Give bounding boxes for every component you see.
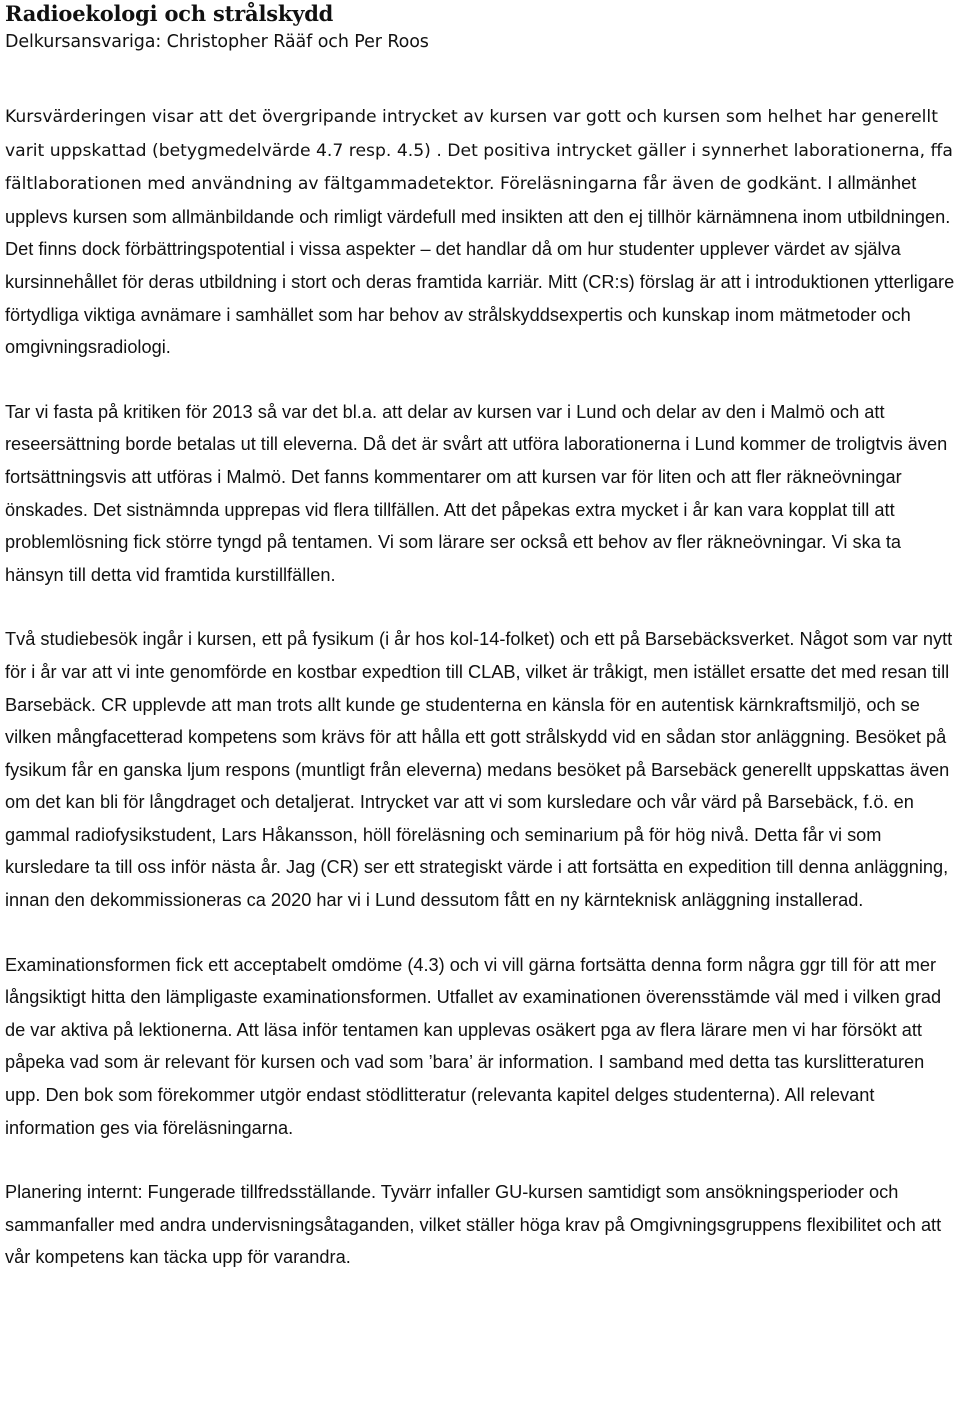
paragraph-study-visits: Två studiebesök ingår i kursen, ett på fysikum (i år hos kol-14-folket) och ett på Barsebäcksverket. Något som var nytt för i år var att vi inte genomförde en kostbar expedtion till CLAB, vilket är tråkigt, men istället ersatte det med resan till Barsebäck. CR upplevde att man trots allt kunde ge studenterna en känsla för en autentisk kärnkraftsmiljö, och se vilken mångfacetterad kompetens som krävs för att hålla ett gott strålskydd vid en sådan stor anläggning. Besöket på fysikum får en ganska ljum respons (muntligt från eleverna) medans besöket på Barsebäck generellt uppskattas även om det kan bli för långdraget och detaljerat. Intrycket var att vi som kursledare och vår värd på Barsebäck, f.ö. en gammal radiofysikstudent, Lars Håkansson, höll föreläsning och seminarium på för hög nivå. Detta får vi som kursledare ta till oss inför nästa år. Jag (CR) ser ett strategiskt värde i att fortsätta en expedition till denna anläggning, innan den dekommissioneras ca 2020 har vi i Lund dessutom fått en ny kärnteknisk anläggning installerad. bbox=[5, 629, 953, 911]
paragraph-examination: Examinationsformen fick ett acceptabelt omdöme (4.3) och vi vill gärna fortsätta denna form några ggr till för att mer långsiktigt hitta den lämpligaste examinationsformen. Utfallet av examinationen överensstämde väl med i vilken grad de var aktiva på lektionerna. Att läsa inför tentamen kan upplevas osäkert pga av flera lärare men vi har försökt att påpeka vad som är relevant för kursen och vad som ’bara’ är information. I samband med detta tas kurslitteraturen upp. Den bok som förekommer utgör endast stödlitteratur (relevanta kapitel delges studenterna). All relevant information ges via föreläsningarna. bbox=[5, 954, 942, 1138]
document-page bbox=[5, 0, 955, 1274]
paragraph-criticism-2013: Tar vi fasta på kritiken för 2013 så var det bl.a. att delar av kursen var i Lund och delar av den i Malmö och att reseersättning borde betalas ut till eleverna. Då det är svårt att utföra laborationerna i Lund kommer de troligtvis även fortsättningsvis att utföras i Malmö. Det fanns kommentarer om att kursen var för liten och att fler räkneövningar önskades. Det sistnämnda upprepas vid flera tillfällen. Att det påpekas extra mycket i år kan vara kopplat till att problemlösning fick större tyngd på tentamen. Vi som lärare ser också ett behov av fler räkneövningar. Vi ska ta hänsyn till detta vid framtida kurstillfällen. bbox=[5, 401, 948, 585]
paragraph-internal-planning: Planering internt: Fungerade tillfredsställande. Tyvärr infaller GU-kursen samtidigt som ansökningsperioder och sammanfaller med andra undervisningsåtaganden, vilket ställer höga krav på Omgivningsgruppens flexibilitet och att vår kompetens kan täcka upp för varandra. bbox=[5, 1182, 942, 1268]
paragraph-course-evaluation bbox=[5, 100, 955, 364]
document-subtitle: Delkursansvariga: Christopher Rääf och Per Roos bbox=[5, 32, 429, 52]
document-title: Radioekologi och strålskydd bbox=[5, 1, 334, 26]
paragraph-rest-text: I allmänhet upplevs kursen som allmänbildande och rimligt värdefull med insikten att den ej tillhör kärnämnena inom utbildningen. Det finns dock förbättringspotential i vissa aspekter – det handlar då om hur studenter upplever värdet av själva kursinnehållet för deras utbildning i stort och deras framtida karriär. Mitt (CR:s) förslag är att i introduktionen ytterligare förtydliga viktiga avnämare i samhället som har behov av strålskyddsexpertis och kunskap inom mätmetoder och omgivningsradiologi. bbox=[5, 173, 955, 358]
paragraph-lead-text: Kursvärderingen visar att det övergripande intrycket av kursen var gott och kursen som helhet har generellt varit uppskattad (betygmedelvärde 4.7 resp. 4.5) . Det positiva intrycket gäller i synnerhet laborationerna, ffa fältlaborationen med användning av fältgammadetektor. Föreläsningarna får även de godkänt. bbox=[5, 107, 953, 195]
